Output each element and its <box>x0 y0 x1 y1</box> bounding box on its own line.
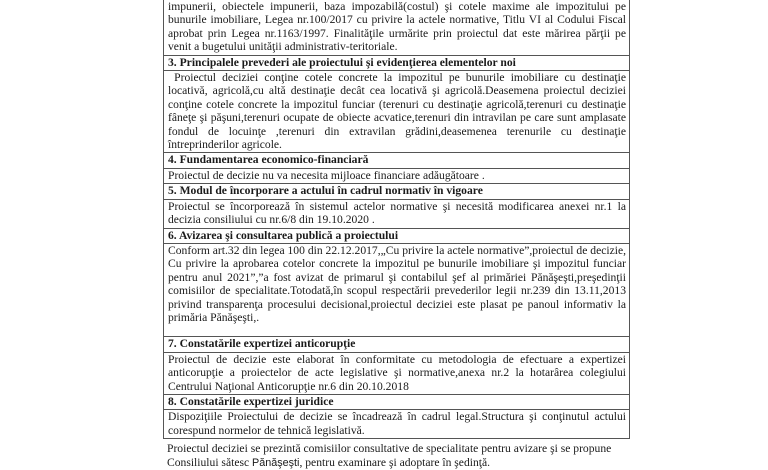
section-6-body-row <box>164 243 630 336</box>
section-5-text: Proiectul se încorporează în sistemul actelor normative şi necesită modificarea anexei nr.1 la decizia consiliului cu nr.6/8 din 19.10.2020 . <box>168 199 626 227</box>
section-2-body-row <box>164 0 630 55</box>
closing-text-start: Proiectul deciziei se prezintă comisiilor consultative de specialitate pentru avizare şi se propune Consiliului sătesc <box>167 442 612 469</box>
section-3-text: Proiectul deciziei conţine cotele concrete la impozitul pe bunurile imobiliare cu destinaţie locativă, agricolă,cu altă destinaţie decât cea locativă şi agricolă.Deasemena proiectul deciziei conţine cotele concrete la impozitul funciar (terenuri cu destinaţie agricolă,terenuri cu destinaţie fâneţe şi păşuni,terenuri ocupate de obiecte acvatice,terenuri din intravilan pe care sunt amplasate fondul de locuinţe ,terenuri din extravilan grădini,deasemenea terenurile cu destinaţie întreprinderilor agricole. <box>168 71 629 152</box>
closing-text-end: , pentru examinare şi adoptare în şedinţă. <box>299 455 491 469</box>
section-7-body <box>164 352 630 394</box>
closing-paragraph <box>167 442 630 470</box>
section-5-heading: 5. Modul de încorporare a actului în cadrul normativ în vigoare <box>164 184 630 199</box>
section-4-heading-row <box>164 153 630 168</box>
section-4-text: Proiectul de decizie nu va necesita mijloace financiare adăugătoare . <box>168 168 485 182</box>
section-3-body-row <box>164 71 630 153</box>
section-2-text: impunerii, obiectele impunerii, baza impozabilă(costul) şi cotele maxime ale impozitului pe bunurile imobiliare, Legea nr.100/2017 cu privire la actele normative, Titlu VI al Codului Fiscal aprobat prin Legea nr.1163/1997. Finalităţile urmărite prin proiectul dat este mărirea părţii pe venit a bugetului unităţii administrativ-teritoriale. <box>168 0 626 54</box>
section-8-body <box>164 410 630 439</box>
section-3-heading-row <box>164 55 630 70</box>
village-name: Pănăşeşti <box>252 456 300 469</box>
section-5-body-row <box>164 199 630 228</box>
section-5-body <box>164 199 630 228</box>
section-5-heading-row <box>164 184 630 199</box>
section-7-heading-row <box>164 337 630 352</box>
section-4-heading: 4. Fundamentarea economico-financiară <box>164 153 630 168</box>
section-8-body-row <box>164 410 630 439</box>
section-7-heading: 7. Constatările expertizei anticorupţie <box>164 337 630 352</box>
section-6-text: Conform art.32 din legea 100 din 22.12.2017,„Cu privire la actele normative”,proiectul de decizie, Cu privire la aprobarea cotelor concrete la impozitul pe bunurile imobiliare şi impozitul funciar pentru anul 2021”,”a fost avizat de primarul şi contabilul şef al primăriei Pănăşeşti,preşedinţii comisiilor de specialitate.Totodată,în scopul respectării prevederilor legii nr.239 din 13.11,2013 privind transparenţa procesului decisional,proiectul deciziei este plasat pe panoul informativ la primăria Pănăşeşti,. <box>168 243 626 324</box>
section-6-body <box>164 243 630 336</box>
note-table <box>163 0 630 439</box>
section-8-text: Dispoziţiile Proiectului de decizie se încadrează în cadrul legal.Structura şi conţinutul actului corespund normelor de tehnică legislativă. <box>168 410 626 437</box>
section-7-body-row <box>164 352 630 394</box>
section-3-body <box>164 71 630 153</box>
section-4-body <box>164 168 630 183</box>
section-6-heading: 6. Avizarea şi consultarea publică a proiectului <box>164 228 630 243</box>
section-6-heading-row <box>164 228 630 243</box>
section-3-heading: 3. Principalele prevederi ale proiectului şi evidenţierea elementelor noi <box>164 55 630 70</box>
section-2-body <box>164 0 630 55</box>
section-8-heading-row <box>164 394 630 409</box>
section-8-heading: 8. Constatările expertizei juridice <box>164 394 630 409</box>
section-7-text: Proiectul de decizie este elaborat în conformitate cu metodologia de efectuare a expertizei anticorupţie a proiectelor de acte legislative şi normative,anexa nr.2 la hotarârea colegiului Centrului Naţional Anticorupţie nr.6 din 20.10.2018 <box>168 352 626 393</box>
section-4-body-row <box>164 168 630 183</box>
document-page <box>163 0 630 470</box>
